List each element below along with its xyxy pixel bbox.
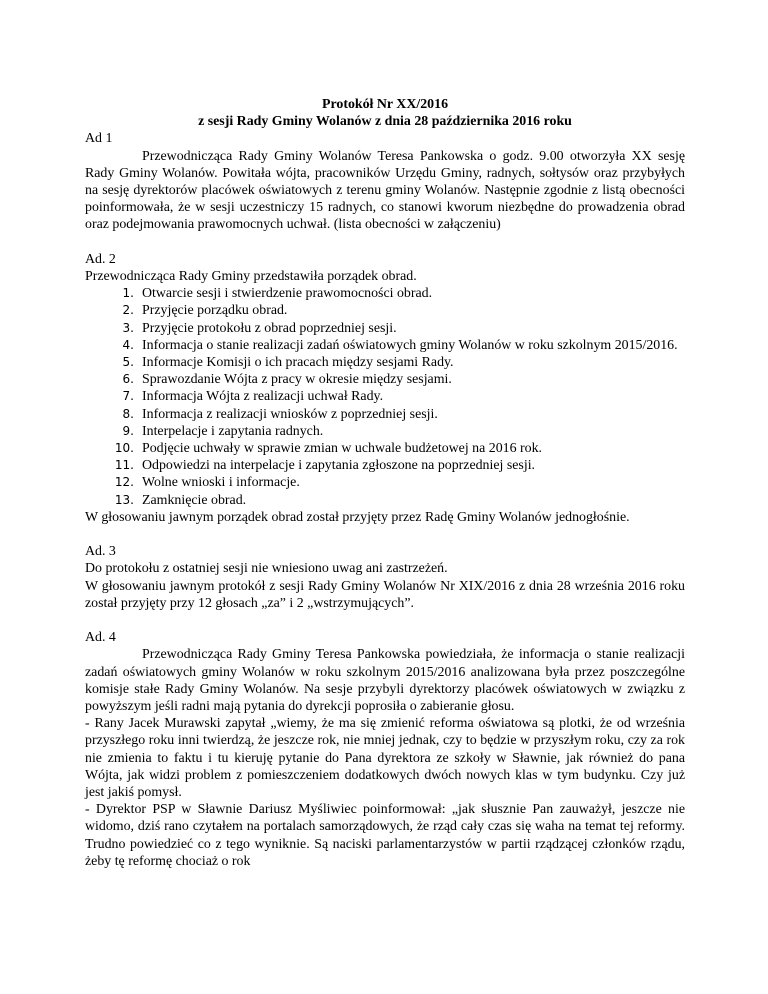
agenda-item-number: 2.	[122, 303, 134, 318]
ad2-heading: Ad. 2	[85, 251, 116, 267]
agenda-item	[85, 474, 685, 491]
agenda-item	[85, 423, 685, 440]
ad1-paragraph: Przewodnicząca Rady Gminy Wolanów Teresa Pankowska o godz. 9.00 otworzyła XX sesję Rady Gminy Wolanów. Powitała wójta, pracowników Urzędu Gminy, radnych, sołtysów oraz przybyłych na sesję dyrektorów placówek oświatowych z terenu gminy Wolanów. Następnie zgodnie z listą obecności poinformowała, że w sesji uczestniczy 15 radnych, co stanowi kworum niezbędne do prowadzenia obrad oraz podejmowania prawomocnych uchwał. (lista obecności w załączeniu)	[85, 148, 685, 233]
ad2-intro: Przewodnicząca Rady Gminy przedstawiła porządek obrad.	[85, 269, 417, 285]
agenda-item-number: 7.	[122, 389, 134, 404]
agenda-item-text: Przyjęcie protokołu z obrad poprzedniej sesji.	[142, 320, 397, 336]
agenda-item-text: Przyjęcie porządku obrad.	[142, 303, 288, 319]
agenda-item	[85, 457, 685, 474]
agenda-item-text: Zamknięcie obrad.	[142, 492, 247, 508]
agenda-item-text: Sprawozdanie Wójta z pracy w okresie między sesjami.	[142, 372, 452, 388]
ad4-paragraph-2: - Rany Jacek Murawski zapytał „wiemy, że ma się zmienić reforma oświatowa są plotki, że od września przyszłego roku inni twierdzą, że jeszcze rok, nie mniej jednak, czy to będzie w przyszłym roku, czy za rok nie zmienia to faktu i tu kieruję pytanie do Pana dyrektora ze szkoły w Sławnie, jak również do pana Wójta, jak widzi problem z pomieszczeniem dodatkowych dwóch nowych klas w tym budynku. Czy już jest jakiś pomysł.	[85, 716, 685, 801]
agenda-item-number: 12.	[114, 475, 134, 490]
ad3-line1: Do protokołu z ostatniej sesji nie wniesiono uwag ani zastrzeżeń.	[85, 561, 448, 577]
agenda-item	[85, 371, 685, 388]
document-title-line2: z sesji Rady Gminy Wolanów z dnia 28 października 2016 roku	[198, 114, 572, 130]
agenda-item-number: 9.	[122, 423, 134, 438]
document-title-line1: Protokół Nr XX/2016	[321, 97, 449, 112]
section-ad1	[85, 130, 685, 233]
agenda-item	[85, 440, 685, 457]
agenda-item-number: 6.	[122, 372, 134, 387]
agenda-item	[85, 492, 685, 509]
agenda-item-number: 5.	[122, 355, 134, 370]
agenda-item	[85, 337, 685, 354]
agenda-item	[85, 302, 685, 319]
agenda-item-text: Informacja o stanie realizacji zadań oświatowych gminy Wolanów w roku szkolnym 2015/2016.	[142, 337, 678, 353]
agenda-item-text: Podjęcie uchwały w sprawie zmian w uchwale budżetowej na 2016 rok.	[142, 441, 543, 457]
agenda-item-number: 8.	[122, 406, 134, 421]
agenda-item-text: Informacja Wójta z realizacji uchwał Rady.	[142, 389, 384, 405]
agenda-item-text: Interpelacje i zapytania radnych.	[142, 423, 324, 439]
agenda-item	[85, 354, 685, 371]
agenda-item-number: 3.	[122, 320, 134, 335]
agenda-item-number: 1.	[122, 286, 134, 301]
agenda-item-text: Odpowiedzi na interpelacje i zapytania zgłoszone na poprzedniej sesji.	[142, 458, 536, 474]
agenda-item-text: Wolne wnioski i informacje.	[142, 475, 300, 491]
agenda-item	[85, 285, 685, 302]
ad4-paragraph-1: Przewodnicząca Rady Gminy Teresa Pankowska powiedziała, że informacja o stanie realizacji zadań oświatowych gminy Wolanów w roku szkolnym 2015/2016 analizowana była przez poszczególne komisje stałe Rady Gminy Wolanów. Na sesje przybyli dyrektorzy placówek oświatowych w związku z powyższym jeśli radni mają pytania do dyrekcji poprosiła o zabieranie głosu.	[85, 647, 685, 715]
agenda-item-number: 4.	[122, 337, 134, 352]
agenda-item-text: Informacje Komisji o ich pracach między sesjami Rady.	[142, 355, 454, 371]
ad3-heading: Ad. 3	[85, 544, 116, 560]
ad3-line2: W głosowaniu jawnym protokół z sesji Rady Gminy Wolanów Nr XIX/2016 z dnia 28 września 2016 roku został przyjęty przy 12 głosach „za” i 2 „wstrzymujących”.	[85, 578, 685, 611]
agenda-item-number: 11.	[114, 458, 134, 473]
agenda-item-number: 13.	[114, 492, 134, 507]
agenda-item-text: Otwarcie sesji i stwierdzenie prawomocności obrad.	[142, 286, 433, 302]
agenda-item-text: Informacja z realizacji wniosków z poprzedniej sesji.	[142, 406, 438, 422]
section-ad4	[85, 629, 685, 870]
section-ad3	[85, 543, 685, 612]
ad2-vote: W głosowaniu jawnym porządek obrad został przyjęty przez Radę Gminy Wolanów jednogłośnie.	[85, 509, 630, 525]
ad4-paragraph-3: - Dyrektor PSP w Sławnie Dariusz Myśliwiec poinformował: „jak słusznie Pan zauważył, jeszcze nie widomo, dziś rano czytałem na portalach samorządowych, że rząd cały czas się waha na temat tej reformy. Trudno powiedzieć co z tego wyniknie. Są naciski parlamentarzystów w partii rządzącej członków rządu, żeby tę reformę chociaż o rok	[85, 802, 685, 869]
agenda-item	[85, 320, 685, 337]
ad4-heading: Ad. 4	[85, 630, 116, 646]
agenda-list	[85, 285, 685, 509]
document-page	[85, 96, 685, 870]
section-ad2	[85, 251, 685, 526]
agenda-item	[85, 388, 685, 405]
agenda-item-number: 10.	[114, 441, 134, 456]
ad1-heading: Ad 1	[85, 131, 113, 147]
agenda-item	[85, 406, 685, 423]
